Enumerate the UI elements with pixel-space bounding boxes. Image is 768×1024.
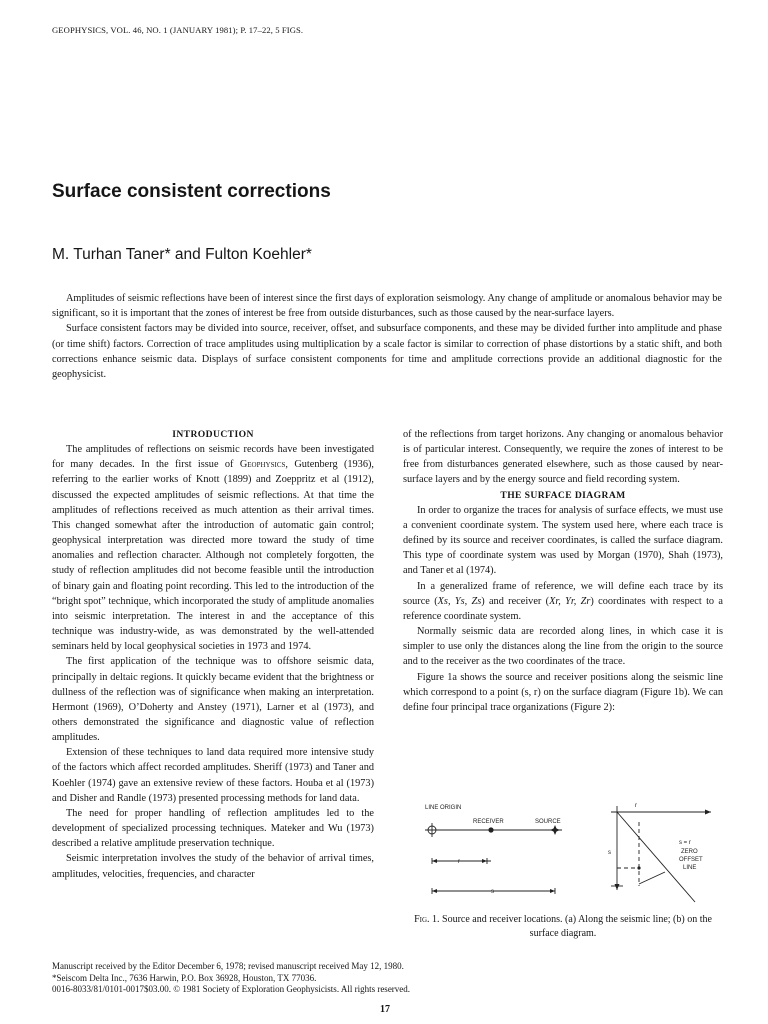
abstract-paragraph-2: Surface consistent factors may be divided into source, receiver, offset, and subsurface components, and these may be divided further into amplitude and phase (or time shift) factors. Correction of trace amplitudes using multiplication by a scale factor is similar to correction of phase distortions by a static shift, and both corrections enhance seismic data. Displays of surface consistent components for time and amplitude corrections provide an additional diagnostic for the geophysicist. [52,323,722,381]
intro-p1-start: The amplitudes of reflections on seismic records have been investigated for many decades. In the first issue of [52,444,374,471]
intro-paragraph-1 [52,442,374,654]
abstract-paragraph-1: Amplitudes of seismic reflections have been of interest since the first days of exploration seismology. Any change of amplitude or anomalous behavior may be significant, so it is important that the zones of interest be free from outside disturbances, such as those caused by the near-surface layers. [52,293,722,320]
abstract [52,291,722,382]
line-origin-label: LINE ORIGIN [425,805,462,811]
intro-paragraph-5-continued: of the reflections from target horizons. Any changing or anomalous behavior is of particular interest. Consequently, we require the zones of interest to be free from disturbances generated elsewhere, such as those caused by near-surface layers and by the energy source and field recording system. [403,429,723,486]
surface-p2-a: In a generalized frame of reference, we will define each trace by its source ( [403,580,723,607]
receiver-label: RECEIVER [473,819,504,825]
footnote-copyright: 0016-8033/81/0101-0017$03.00. © 1981 Society of Exploration Geophysicists. All rights reserved. [52,984,411,995]
footnote-received: Manuscript received by the Editor December 6, 1978; revised manuscript received May 12, 1980. [52,961,404,971]
line-label: LINE [683,865,697,871]
r-axis-arrow-icon [705,810,711,815]
r-axis-label: r [635,803,637,809]
surface-paragraph-3: Normally seismic data are recorded along lines, in which case it is simpler to use only the distances along the line from the origin to the source and to the receiver as the two coordinates of the trace. [403,626,723,668]
footnote-affiliation: *Seiscom Delta Inc., 7636 Harwin, P.O. Box 36928, Houston, TX 77036. [52,972,317,983]
surface-paragraph-2 [403,579,723,624]
s-eq-r-label: s = r [679,840,691,846]
page-number: 17 [380,1004,390,1015]
receiver-coordinates: Xr, Yr, Zr [549,595,591,607]
intro-p1-end: , Gutenberg (1936), referring to the earlier works of Knott (1899) and Zoeppritz et al (1912), discussed the expected amplitudes of seismic reflections. At that time the amplitudes of reflections received as much attention as their arrival times. This changed somewhat after the introduction of automatic gain control; geophysical interpretation was directed more toward the study of time anomalies and reflection character. Although not completely forgotten, the study of reflection amplitudes did not become feasible until the introduction of binary gain and floating point recording. This led to the introduction of the “bright spot” technique, which incorporated the study of amplitude anomalies into seismic interpretation. The interest in and the acceptance of this technique was industry-wide, as was demonstrated by the well-attended seminars held by local geophysical societies in 1973 and 1974. [52,459,374,653]
journal-header: GEOPHYSICS, VOL. 46, NO. 1 (JANUARY 1981); P. 17–22, 5 FIGS. [52,25,304,35]
s-axis-label: s [608,850,611,856]
surface-paragraph-4: Figure 1a shows the source and receiver positions along the seismic line which correspond to a point (s, r) on the surface diagram (Figure 1b). We can define four principal trace organizations (Figure 2): [403,671,723,713]
surface-p2-b: ) and receiver ( [481,595,550,607]
figure-1-caption [403,913,723,941]
r-distance-label: r [458,859,460,865]
figure-1-caption-lead: Fig. 1. [414,914,440,925]
source-marker-icon [550,825,560,835]
intro-paragraph-4: The need for proper handling of reflection amplitudes led to the development of specialized processing techniques. Mateker and Wu (1973) described a relative amplitude preservation technique. [52,807,374,850]
footnotes [52,961,722,996]
figure-1-caption-text: Source and receiver locations. (a) Along the seismic line; (b) on the surface diagram. [439,914,712,939]
intro-paragraph-5: Seismic interpretation involves the study of the behavior of arrival times, amplitudes, velocities, frequencies, and character [52,853,374,880]
surface-p2-c: ) coordinates with respect to a reference coordinate system. [403,595,723,622]
section-heading-surface-diagram: THE SURFACE DIAGRAM [500,489,626,501]
zero-label: ZERO [681,849,698,855]
offset-label: OFFSET [679,857,703,863]
right-column [403,427,723,715]
section-heading-introduction: INTRODUCTION [172,429,254,440]
article-authors: M. Turhan Taner* and Fulton Koehler* [52,246,312,263]
s-axis-arrow-icon [615,884,620,890]
figure-1-diagram [403,802,723,912]
receiver-marker-icon [488,827,493,832]
intro-paragraph-3: Extension of these techniques to land data required more intensive study of the factors which affect recorded amplitudes. Sheriff (1973) and Taner and Koehler (1974) gave an extensive review of these factors. Houba et al (1973) and Disher and Randle (1973) presented processing methods for land data. [52,747,374,804]
journal-name: Geophysics [239,459,286,471]
left-column [52,427,374,882]
surface-paragraph-1: In order to organize the traces for analysis of surface effects, we must use a convenient coordinate system. The system used here, where each trace is defined by its source and receiver coordinates, is called the surface diagram. This type of coordinate system was used by Morgan (1970), Shah (1973), and Taner et al (1974). [403,504,723,577]
s-distance-label: s [491,889,494,895]
source-label: SOURCE [535,819,561,825]
article-title: Surface consistent corrections [52,181,331,202]
figure-1 [403,802,723,942]
intro-paragraph-2: The first application of the technique was to offshore seismic data, principally in deltaic regions. It quickly became evident that the brightness or dullness of the reflection was of significance when making an interpretation. Hermont (1969), O’Doherty and Anstey (1971), Larner et al (1973), and others demonstrated the significance and diagnostic value of reflection amplitudes. [52,656,374,744]
source-coordinates: Xs, Ys, Zs [437,595,482,607]
